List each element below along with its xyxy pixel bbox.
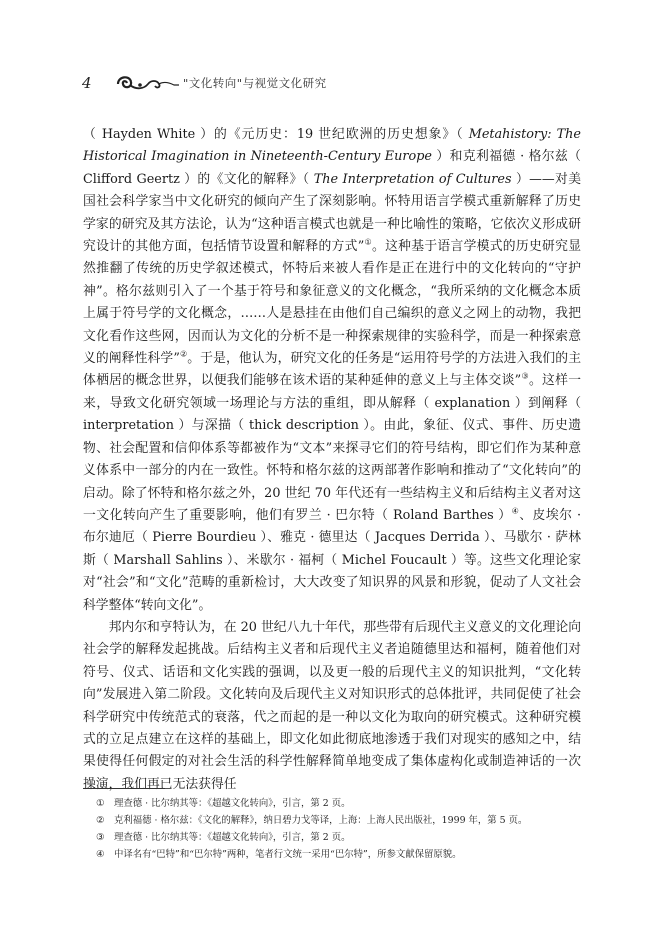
text-run: 邦内尔和亨特认为，在 20 世纪八九十年代，那些带有后现代主义意义的文化理论向社会学的解释发起挑战。后结构主义者和后现代主义者追随德里达和福柯，随着他们对符号、仪式、话语和文化实践的强调，以及更一般的后现代主义的知识批判，“文化转向”发展进入第二阶段。文化转向及后现代主义对知识形式的总体批评，共同促使了社会科学研究中传统范式的衰落，代之而起的是一种以文化为取向的研究模式。这种研究模式的立足点建立在这样的基础上，即文化如此彻底地渗透于我们对现实的感知之中，结果使得任何假定的对社会生活的科学性解释简单地变成了集体虚构化或制造神话的一次操演，我们再已无法获得任 — [83, 619, 581, 792]
footnote-text: 理查德 · 比尔纳其等：《超越文化转向》，引言，第 2 页。 — [114, 832, 351, 843]
footnote-number: ③ — [96, 832, 105, 843]
footnote-text: 中译名有“巴特”和“巴尔特”两种，笔者行文统一采用“巴尔特”，所参文献保留原貌。 — [114, 849, 462, 860]
paragraph — [83, 124, 581, 617]
running-title: "文化转向"与视觉文化研究 — [183, 76, 327, 90]
footnote-text: 理查德 · 比尔纳其等：《超越文化转向》，引言，第 2 页。 — [114, 798, 351, 809]
footnote-marker: ① — [364, 237, 372, 247]
paragraph — [83, 617, 581, 796]
footnote-marker: ③ — [521, 372, 529, 382]
footnote-divider — [83, 788, 165, 789]
page-header — [82, 70, 327, 96]
footnote-marker: ② — [179, 349, 188, 359]
text-run: Metahistory: The Historical Imagination in Nineteenth-Century Europe — [83, 127, 581, 165]
text-run: ）——对美国社会科学家当中文化研究的倾向产生了深刻影响。怀特用语言学模式重新解释了历史学家的研究及其方法论，认为“这种语言模式也就是一种比喻性的策略，它依次义形成研究设计的其他方面，包括情节设置和解释的方式” — [83, 171, 581, 255]
page-number: 4 — [82, 74, 92, 92]
footnote-text: 克利福德 · 格尔兹：《文化的解释》，纳日碧力戈等译，上海：上海人民出版社，1999 年，第 5 页。 — [114, 815, 528, 826]
footnote — [96, 829, 576, 846]
footnote — [96, 812, 576, 829]
text-run: ）和克利福德 · 格尔兹（ Clifford Geertz ）的《文化的解释》（ — [83, 149, 581, 187]
body-text — [83, 124, 581, 796]
text-run: 。这样一来，导致文化研究领域一场理论与方法的重组，即从解释（ explanation ）到阐释（ interpretation ）与深描（ thick description ）。由此，象征、仪式、事件、历史遗物、社会配置和信仰体系等都被作为“文本”来探寻它们的符号结构，即它们作为某种意义体系中一部分的内在一致性。怀特和格尔兹的这两部著作影响和推动了“文化转向”的启动。除了怀特和格尔兹之外，20 世纪 70 年代还有一些结构主义和后结构主义者对这一文化转向产生了重要影响，他们有罗兰 · 巴尔特（ Roland Barthes ） — [83, 373, 582, 523]
text-run: （ Hayden White ）的《元历史：19 世纪欧洲的历史想象》（ — [83, 127, 469, 142]
footnote — [96, 795, 576, 812]
footnote — [96, 846, 576, 863]
footnote-number: ② — [96, 815, 105, 826]
scroll-ornament-icon — [114, 72, 180, 94]
text-run: 。于是，他认为，研究文化的任务是“运用符号学的方法进入我们的主体栖居的概念世界，以便我们能够在该术语的某种延伸的意义上与主体交谈” — [83, 351, 581, 389]
footnotes — [96, 795, 576, 863]
text-run: The Interpretation of Cultures — [313, 171, 512, 187]
text-run: 、皮埃尔 · 布尔迪厄（ Pierre Bourdieu ）、雅克 · 德里达（ Jacques Derrida ）、马歇尔 · 萨林斯（ Marshall Sahlins ）、米歇尔 · 福柯（ Michel Foucault ）等。这些文化理论家对“社会”和“文化”范畴的重新检讨，大大改变了知识界的风景和形貌，促动了人文社会科学整体“转向文化”。 — [83, 507, 582, 613]
footnote-number: ④ — [96, 849, 105, 860]
text-run: 。这种基于语言学模式的历史研究显然推翻了传统的历史学叙述模式，怀特后来被人看作是正在进行中的文化转向的“守护神”。格尔兹则引入了一个基于符号和象征意义的文化概念，“我所采纳的文化概念本质上属于符号学的文化概念，……人是悬挂在由他们自己编织的意义之网上的动物，我把文化看作这些网，因而认为文化的分析不是一种探索规律的实验科学，而是一种探索意义的阐释性科学” — [83, 239, 582, 367]
footnote-marker: ④ — [511, 506, 520, 516]
footnote-number: ① — [96, 798, 105, 809]
